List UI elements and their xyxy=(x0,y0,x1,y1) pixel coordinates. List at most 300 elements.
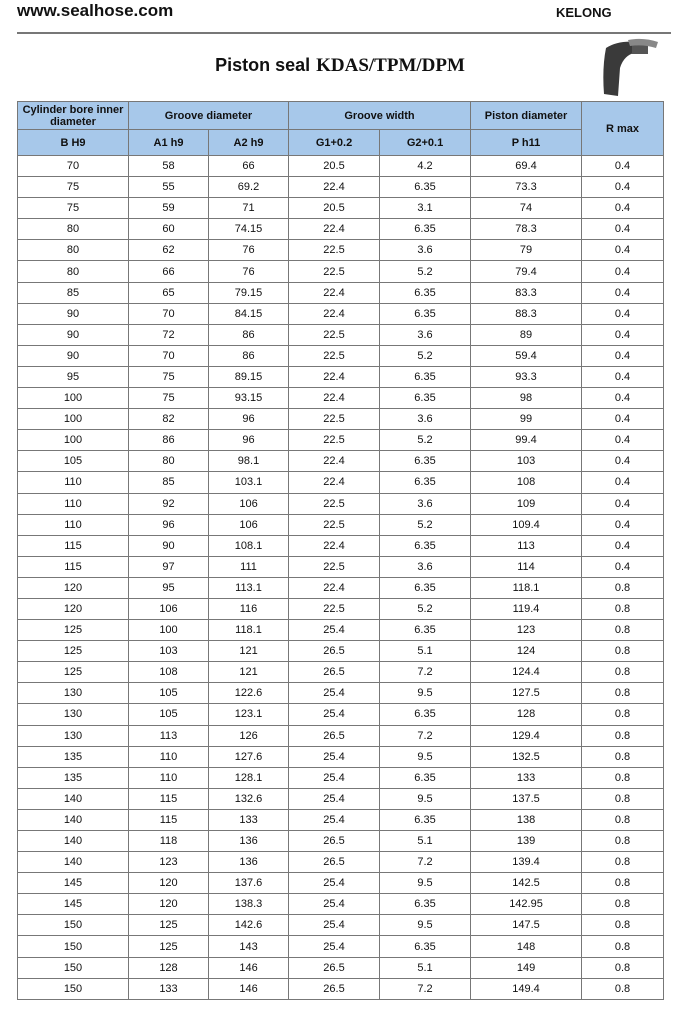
table-cell: 130 xyxy=(18,725,129,746)
table-cell: 86 xyxy=(209,324,289,345)
table-row xyxy=(18,198,664,219)
table-cell: 25.4 xyxy=(289,620,380,641)
table-cell: 0.8 xyxy=(582,767,664,788)
table-cell: 0.8 xyxy=(582,683,664,704)
table-cell: 121 xyxy=(209,641,289,662)
table-cell: 79 xyxy=(471,240,582,261)
table-cell: 82 xyxy=(129,409,209,430)
table-cell: 114 xyxy=(471,556,582,577)
table-cell: 118.1 xyxy=(471,577,582,598)
table-cell: 22.4 xyxy=(289,472,380,493)
table-cell: 140 xyxy=(18,852,129,873)
table-cell: 109.4 xyxy=(471,514,582,535)
table-cell: 0.8 xyxy=(582,852,664,873)
table-row xyxy=(18,704,664,725)
table-cell: 110 xyxy=(18,472,129,493)
table-cell: 125 xyxy=(129,915,209,936)
table-cell: 55 xyxy=(129,177,209,198)
table-cell: 89.15 xyxy=(209,366,289,387)
table-cell: 110 xyxy=(129,746,209,767)
table-cell: 96 xyxy=(209,430,289,451)
table-cell: 88.3 xyxy=(471,303,582,324)
table-cell: 100 xyxy=(18,430,129,451)
table-cell: 74.15 xyxy=(209,219,289,240)
table-cell: 0.4 xyxy=(582,493,664,514)
table-cell: 105 xyxy=(129,704,209,725)
table-cell: 0.8 xyxy=(582,831,664,852)
table-cell: 0.4 xyxy=(582,219,664,240)
table-cell: 115 xyxy=(18,535,129,556)
table-cell: 100 xyxy=(18,388,129,409)
table-cell: 106 xyxy=(129,598,209,619)
table-cell: 127.6 xyxy=(209,746,289,767)
table-cell: 60 xyxy=(129,219,209,240)
table-row xyxy=(18,177,664,198)
header-rmax: R max xyxy=(582,102,664,156)
table-cell: 0.4 xyxy=(582,282,664,303)
table-cell: 103 xyxy=(129,641,209,662)
table-row xyxy=(18,556,664,577)
table-cell: 25.4 xyxy=(289,915,380,936)
table-cell: 66 xyxy=(209,156,289,177)
table-cell: 99.4 xyxy=(471,430,582,451)
table-row xyxy=(18,915,664,936)
table-row xyxy=(18,324,664,345)
table-row xyxy=(18,725,664,746)
table-row xyxy=(18,430,664,451)
table-cell: 106 xyxy=(209,493,289,514)
table-cell: 115 xyxy=(129,809,209,830)
table-cell: 147.5 xyxy=(471,915,582,936)
table-cell: 0.8 xyxy=(582,957,664,978)
table-row xyxy=(18,957,664,978)
subheader-p-h11: P h11 xyxy=(471,130,582,156)
table-cell: 25.4 xyxy=(289,873,380,894)
table-cell: 0.8 xyxy=(582,620,664,641)
table-cell: 6.35 xyxy=(380,894,471,915)
table-cell: 69.2 xyxy=(209,177,289,198)
table-cell: 118 xyxy=(129,831,209,852)
table-cell: 76 xyxy=(209,261,289,282)
table-cell: 140 xyxy=(18,788,129,809)
table-cell: 22.5 xyxy=(289,261,380,282)
table-cell: 0.4 xyxy=(582,535,664,556)
subheader-g1: G1+0.2 xyxy=(289,130,380,156)
table-cell: 133 xyxy=(129,978,209,999)
table-cell: 110 xyxy=(18,514,129,535)
site-url: www.sealhose.com xyxy=(17,1,174,20)
piston-seal-dimension-table xyxy=(17,101,664,1000)
table-cell: 103.1 xyxy=(209,472,289,493)
table-cell: 5.1 xyxy=(380,957,471,978)
table-cell: 69.4 xyxy=(471,156,582,177)
table-cell: 79.15 xyxy=(209,282,289,303)
table-cell: 96 xyxy=(209,409,289,430)
table-cell: 25.4 xyxy=(289,767,380,788)
table-cell: 59 xyxy=(129,198,209,219)
table-cell: 121 xyxy=(209,662,289,683)
table-cell: 110 xyxy=(129,767,209,788)
table-cell: 109 xyxy=(471,493,582,514)
table-cell: 142.95 xyxy=(471,894,582,915)
table-cell: 85 xyxy=(18,282,129,303)
table-cell: 95 xyxy=(129,577,209,598)
table-cell: 115 xyxy=(129,788,209,809)
table-cell: 0.8 xyxy=(582,936,664,957)
seal-profile-image xyxy=(598,38,660,98)
table-cell: 6.35 xyxy=(380,809,471,830)
table-row xyxy=(18,282,664,303)
table-cell: 6.35 xyxy=(380,303,471,324)
table-cell: 0.4 xyxy=(582,198,664,219)
table-cell: 0.8 xyxy=(582,725,664,746)
table-cell: 125 xyxy=(18,662,129,683)
table-cell: 137.5 xyxy=(471,788,582,809)
table-cell: 130 xyxy=(18,683,129,704)
table-cell: 0.4 xyxy=(582,514,664,535)
table-cell: 22.4 xyxy=(289,388,380,409)
table-cell: 22.4 xyxy=(289,282,380,303)
table-cell: 22.5 xyxy=(289,345,380,366)
table-cell: 149.4 xyxy=(471,978,582,999)
table-cell: 9.5 xyxy=(380,683,471,704)
table-cell: 9.5 xyxy=(380,915,471,936)
table-cell: 22.5 xyxy=(289,556,380,577)
table-cell: 143 xyxy=(209,936,289,957)
table-cell: 120 xyxy=(18,577,129,598)
table-cell: 133 xyxy=(209,809,289,830)
table-cell: 22.4 xyxy=(289,451,380,472)
table-cell: 25.4 xyxy=(289,746,380,767)
table-cell: 22.4 xyxy=(289,535,380,556)
table-cell: 0.4 xyxy=(582,556,664,577)
table-cell: 99 xyxy=(471,409,582,430)
table-cell: 74 xyxy=(471,198,582,219)
table-cell: 26.5 xyxy=(289,662,380,683)
table-cell: 0.8 xyxy=(582,577,664,598)
table-cell: 95 xyxy=(18,366,129,387)
table-cell: 92 xyxy=(129,493,209,514)
table-cell: 0.4 xyxy=(582,451,664,472)
table-cell: 7.2 xyxy=(380,725,471,746)
table-cell: 58 xyxy=(129,156,209,177)
table-cell: 20.5 xyxy=(289,198,380,219)
table-row xyxy=(18,345,664,366)
table-row xyxy=(18,451,664,472)
table-cell: 115 xyxy=(18,556,129,577)
table-cell: 25.4 xyxy=(289,894,380,915)
table-cell: 126 xyxy=(209,725,289,746)
table-cell: 79.4 xyxy=(471,261,582,282)
table-cell: 132.6 xyxy=(209,788,289,809)
table-cell: 0.4 xyxy=(582,472,664,493)
table-cell: 7.2 xyxy=(380,852,471,873)
table-cell: 132.5 xyxy=(471,746,582,767)
table-cell: 136 xyxy=(209,831,289,852)
header-piston-diameter: Piston diameter xyxy=(471,102,582,130)
page-title xyxy=(0,55,680,77)
table-cell: 120 xyxy=(18,598,129,619)
table-row xyxy=(18,746,664,767)
table-cell: 80 xyxy=(18,219,129,240)
table-cell: 89 xyxy=(471,324,582,345)
table-cell: 26.5 xyxy=(289,978,380,999)
table-cell: 122.6 xyxy=(209,683,289,704)
table-cell: 137.6 xyxy=(209,873,289,894)
table-cell: 105 xyxy=(18,451,129,472)
table-cell: 97 xyxy=(129,556,209,577)
header-groove-diameter: Groove diameter xyxy=(129,102,289,130)
table-cell: 96 xyxy=(129,514,209,535)
table-cell: 9.5 xyxy=(380,873,471,894)
table-cell: 110 xyxy=(18,493,129,514)
table-cell: 90 xyxy=(129,535,209,556)
table-cell: 106 xyxy=(209,514,289,535)
table-row xyxy=(18,514,664,535)
table-cell: 139.4 xyxy=(471,852,582,873)
table-row xyxy=(18,662,664,683)
table-cell: 0.8 xyxy=(582,641,664,662)
table-cell: 3.6 xyxy=(380,240,471,261)
table-cell: 90 xyxy=(18,324,129,345)
table-cell: 85 xyxy=(129,472,209,493)
table-cell: 75 xyxy=(129,366,209,387)
table-cell: 146 xyxy=(209,957,289,978)
table-cell: 150 xyxy=(18,936,129,957)
table-cell: 65 xyxy=(129,282,209,303)
table-cell: 6.35 xyxy=(380,219,471,240)
table-cell: 26.5 xyxy=(289,831,380,852)
table-cell: 0.4 xyxy=(582,345,664,366)
table-cell: 120 xyxy=(129,894,209,915)
table-cell: 125 xyxy=(18,641,129,662)
table-row xyxy=(18,493,664,514)
table-cell: 22.5 xyxy=(289,409,380,430)
table-cell: 70 xyxy=(129,303,209,324)
table-cell: 125 xyxy=(18,620,129,641)
table-cell: 135 xyxy=(18,767,129,788)
table-row xyxy=(18,978,664,999)
table-cell: 22.4 xyxy=(289,577,380,598)
table-cell: 0.8 xyxy=(582,788,664,809)
table-cell: 6.35 xyxy=(380,704,471,725)
table-row xyxy=(18,303,664,324)
table-cell: 0.4 xyxy=(582,240,664,261)
table-cell: 22.4 xyxy=(289,219,380,240)
table-row xyxy=(18,535,664,556)
title-model: KDAS/TPM/DPM xyxy=(316,55,465,76)
table-cell: 116 xyxy=(209,598,289,619)
table-cell: 124.4 xyxy=(471,662,582,683)
table-cell: 25.4 xyxy=(289,788,380,809)
table-row xyxy=(18,409,664,430)
table-cell: 62 xyxy=(129,240,209,261)
table-row xyxy=(18,852,664,873)
table-cell: 25.4 xyxy=(289,936,380,957)
table-cell: 80 xyxy=(18,240,129,261)
table-cell: 133 xyxy=(471,767,582,788)
table-row xyxy=(18,261,664,282)
table-cell: 22.5 xyxy=(289,493,380,514)
table-cell: 129.4 xyxy=(471,725,582,746)
table-cell: 78.3 xyxy=(471,219,582,240)
table-cell: 142.6 xyxy=(209,915,289,936)
table-row xyxy=(18,240,664,261)
table-cell: 108 xyxy=(129,662,209,683)
table-cell: 150 xyxy=(18,915,129,936)
table-cell: 111 xyxy=(209,556,289,577)
table-cell: 113 xyxy=(129,725,209,746)
table-row xyxy=(18,894,664,915)
table-row xyxy=(18,156,664,177)
table-cell: 142.5 xyxy=(471,873,582,894)
table-cell: 84.15 xyxy=(209,303,289,324)
table-row xyxy=(18,472,664,493)
table-cell: 75 xyxy=(129,388,209,409)
table-cell: 6.35 xyxy=(380,177,471,198)
table-cell: 22.5 xyxy=(289,430,380,451)
table-cell: 149 xyxy=(471,957,582,978)
table-cell: 120 xyxy=(129,873,209,894)
title-prefix: Piston seal xyxy=(215,55,311,75)
table-row xyxy=(18,641,664,662)
table-cell: 140 xyxy=(18,831,129,852)
table-cell: 123 xyxy=(129,852,209,873)
table-cell: 6.35 xyxy=(380,451,471,472)
table-cell: 20.5 xyxy=(289,156,380,177)
table-cell: 90 xyxy=(18,345,129,366)
table-cell: 22.5 xyxy=(289,240,380,261)
table-cell: 22.4 xyxy=(289,177,380,198)
table-cell: 105 xyxy=(129,683,209,704)
table-cell: 6.35 xyxy=(380,535,471,556)
table-cell: 138 xyxy=(471,809,582,830)
table-cell: 0.4 xyxy=(582,156,664,177)
table-cell: 128.1 xyxy=(209,767,289,788)
table-cell: 26.5 xyxy=(289,957,380,978)
table-cell: 59.4 xyxy=(471,345,582,366)
table-cell: 125 xyxy=(129,936,209,957)
table-cell: 22.4 xyxy=(289,303,380,324)
table-cell: 80 xyxy=(129,451,209,472)
table-cell: 0.4 xyxy=(582,430,664,451)
table-cell: 123 xyxy=(471,620,582,641)
table-cell: 22.4 xyxy=(289,366,380,387)
table-cell: 127.5 xyxy=(471,683,582,704)
table-cell: 6.35 xyxy=(380,388,471,409)
table-cell: 75 xyxy=(18,177,129,198)
table-cell: 113 xyxy=(471,535,582,556)
table-row xyxy=(18,873,664,894)
table-cell: 103 xyxy=(471,451,582,472)
table-cell: 118.1 xyxy=(209,620,289,641)
table-cell: 86 xyxy=(129,430,209,451)
subheader-b-h9: B H9 xyxy=(18,130,129,156)
table-cell: 22.5 xyxy=(289,324,380,345)
table-cell: 0.4 xyxy=(582,177,664,198)
table-cell: 108 xyxy=(471,472,582,493)
table-cell: 6.35 xyxy=(380,282,471,303)
table-cell: 3.6 xyxy=(380,324,471,345)
table-cell: 0.4 xyxy=(582,366,664,387)
table-cell: 145 xyxy=(18,894,129,915)
table-row xyxy=(18,577,664,598)
table-cell: 5.2 xyxy=(380,598,471,619)
table-cell: 0.8 xyxy=(582,598,664,619)
table-cell: 90 xyxy=(18,303,129,324)
table-cell: 0.8 xyxy=(582,894,664,915)
table-cell: 3.6 xyxy=(380,409,471,430)
table-cell: 6.35 xyxy=(380,767,471,788)
table-cell: 22.5 xyxy=(289,598,380,619)
table-row xyxy=(18,388,664,409)
table-body xyxy=(18,156,664,1000)
table-cell: 7.2 xyxy=(380,662,471,683)
table-cell: 93.15 xyxy=(209,388,289,409)
table-cell: 98 xyxy=(471,388,582,409)
table-cell: 5.2 xyxy=(380,430,471,451)
table-cell: 146 xyxy=(209,978,289,999)
table-cell: 0.4 xyxy=(582,388,664,409)
table-row xyxy=(18,831,664,852)
table-cell: 5.2 xyxy=(380,261,471,282)
table-cell: 136 xyxy=(209,852,289,873)
table-cell: 0.8 xyxy=(582,809,664,830)
table-cell: 145 xyxy=(18,873,129,894)
table-cell: 3.1 xyxy=(380,198,471,219)
table-cell: 138.3 xyxy=(209,894,289,915)
table-cell: 100 xyxy=(129,620,209,641)
table-cell: 26.5 xyxy=(289,852,380,873)
subheader-a1-h9: A1 h9 xyxy=(129,130,209,156)
table-cell: 25.4 xyxy=(289,809,380,830)
table-cell: 5.2 xyxy=(380,345,471,366)
table-cell: 139 xyxy=(471,831,582,852)
header-divider xyxy=(17,32,671,34)
table-cell: 150 xyxy=(18,957,129,978)
table-row xyxy=(18,767,664,788)
table-cell: 119.4 xyxy=(471,598,582,619)
table-cell: 5.1 xyxy=(380,641,471,662)
table-cell: 3.6 xyxy=(380,493,471,514)
table-cell: 0.8 xyxy=(582,704,664,725)
table-cell: 22.5 xyxy=(289,514,380,535)
table-cell: 70 xyxy=(18,156,129,177)
table-cell: 0.8 xyxy=(582,746,664,767)
table-cell: 135 xyxy=(18,746,129,767)
table-cell: 123.1 xyxy=(209,704,289,725)
table-cell: 6.35 xyxy=(380,936,471,957)
table-cell: 5.2 xyxy=(380,514,471,535)
table-cell: 124 xyxy=(471,641,582,662)
table-row xyxy=(18,598,664,619)
table-row xyxy=(18,219,664,240)
table-row xyxy=(18,809,664,830)
subheader-a2-h9: A2 h9 xyxy=(209,130,289,156)
table-cell: 83.3 xyxy=(471,282,582,303)
table-cell: 9.5 xyxy=(380,746,471,767)
table-cell: 3.6 xyxy=(380,556,471,577)
table-cell: 66 xyxy=(129,261,209,282)
header-bore: Cylinder bore inner diameter xyxy=(18,102,129,130)
table-cell: 100 xyxy=(18,409,129,430)
table-cell: 80 xyxy=(18,261,129,282)
table-cell: 0.4 xyxy=(582,409,664,430)
table-row xyxy=(18,788,664,809)
table-cell: 70 xyxy=(129,345,209,366)
header-groove-width: Groove width xyxy=(289,102,471,130)
table-cell: 0.8 xyxy=(582,873,664,894)
